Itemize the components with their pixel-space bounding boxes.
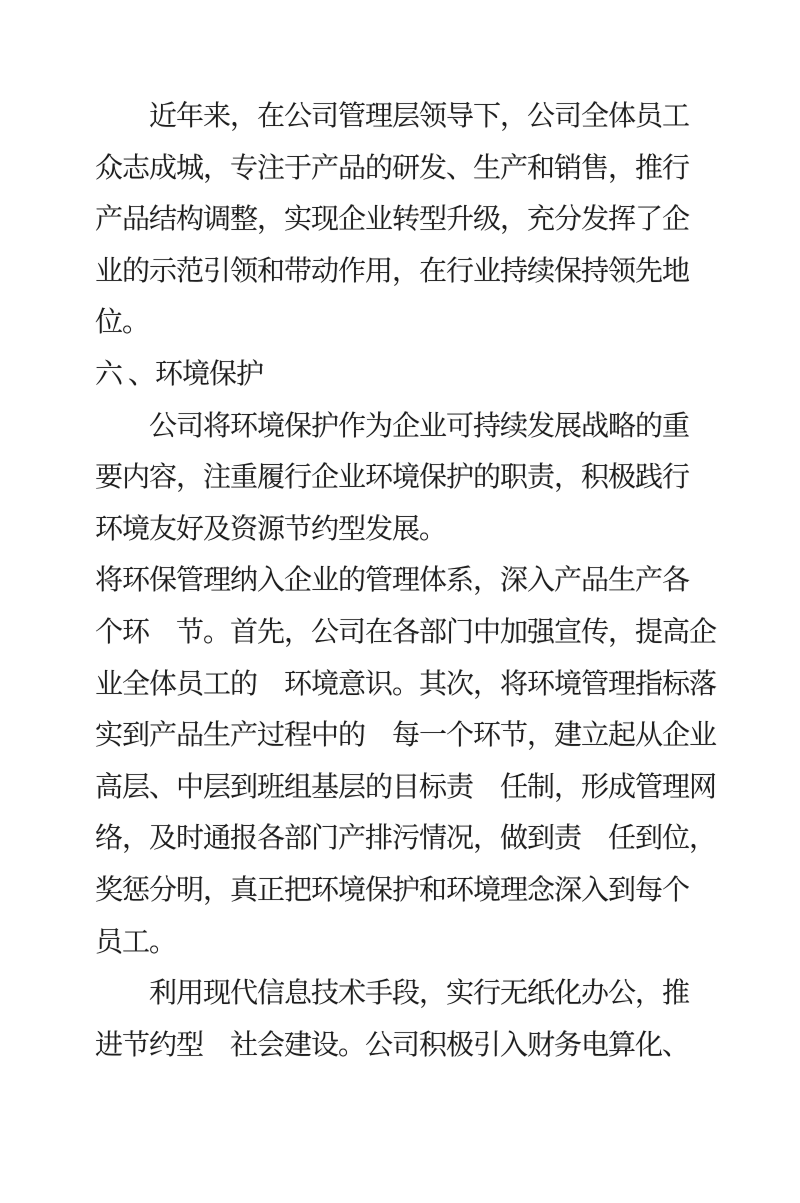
section-heading-text: 六 、环境保护 bbox=[95, 358, 264, 390]
text-line: 个环 节。首先，公司在各部门中加强宣传，提高企 bbox=[95, 616, 717, 648]
text-line: 要内容，注重履行企业环境保护的职责，积极践行 bbox=[95, 462, 690, 494]
text-line: 近年来，在公司管理层领导下，公司全体员工 bbox=[95, 101, 690, 132]
document-text-block bbox=[95, 91, 755, 1071]
text-line: 络，及时通报各部门产排污情况，做到责 任到位， bbox=[95, 823, 717, 855]
paragraph-env-management bbox=[95, 555, 755, 968]
paragraph-paperless-office bbox=[95, 968, 755, 1071]
text-line: 环境友好及资源节约型发展。 bbox=[95, 513, 447, 545]
paragraph-intro bbox=[95, 91, 755, 349]
text-line: 实到产品生产过程中的 每一个环节，建立起从企业 bbox=[95, 720, 717, 752]
text-line: 众志成城，专注于产品的研发、生产和销售，推行 bbox=[95, 152, 690, 184]
text-line: 位。 bbox=[95, 307, 150, 339]
text-line: 业的示范引领和带动作用，在行业持续保持领先地 bbox=[95, 255, 690, 287]
text-line: 利用现代信息技术手段，实行无纸化办公，推 bbox=[95, 978, 690, 1010]
text-line: 将环保管理纳入企业的管理体系，深入产品生产各 bbox=[95, 565, 690, 597]
paragraph-env-commitment bbox=[95, 401, 755, 556]
text-line: 奖惩分明，真正把环境保护和环境理念深入到每个 bbox=[95, 874, 690, 906]
text-line: 员工。 bbox=[95, 926, 177, 958]
text-line: 公司将环境保护作为企业可持续发展战略的重 bbox=[95, 410, 690, 442]
text-line: 进节约型 社会建设。公司积极引入财务电算化、 bbox=[95, 1029, 690, 1061]
text-line: 高层、中层到班组基层的目标责 任制，形成管理网 bbox=[95, 771, 717, 803]
text-line: 业全体员工的 环境意识。其次，将环境管理指标落 bbox=[95, 668, 717, 700]
section-heading-environment bbox=[95, 349, 755, 401]
text-line: 产品结构调整，实现企业转型升级，充分发挥了企 bbox=[95, 204, 690, 236]
